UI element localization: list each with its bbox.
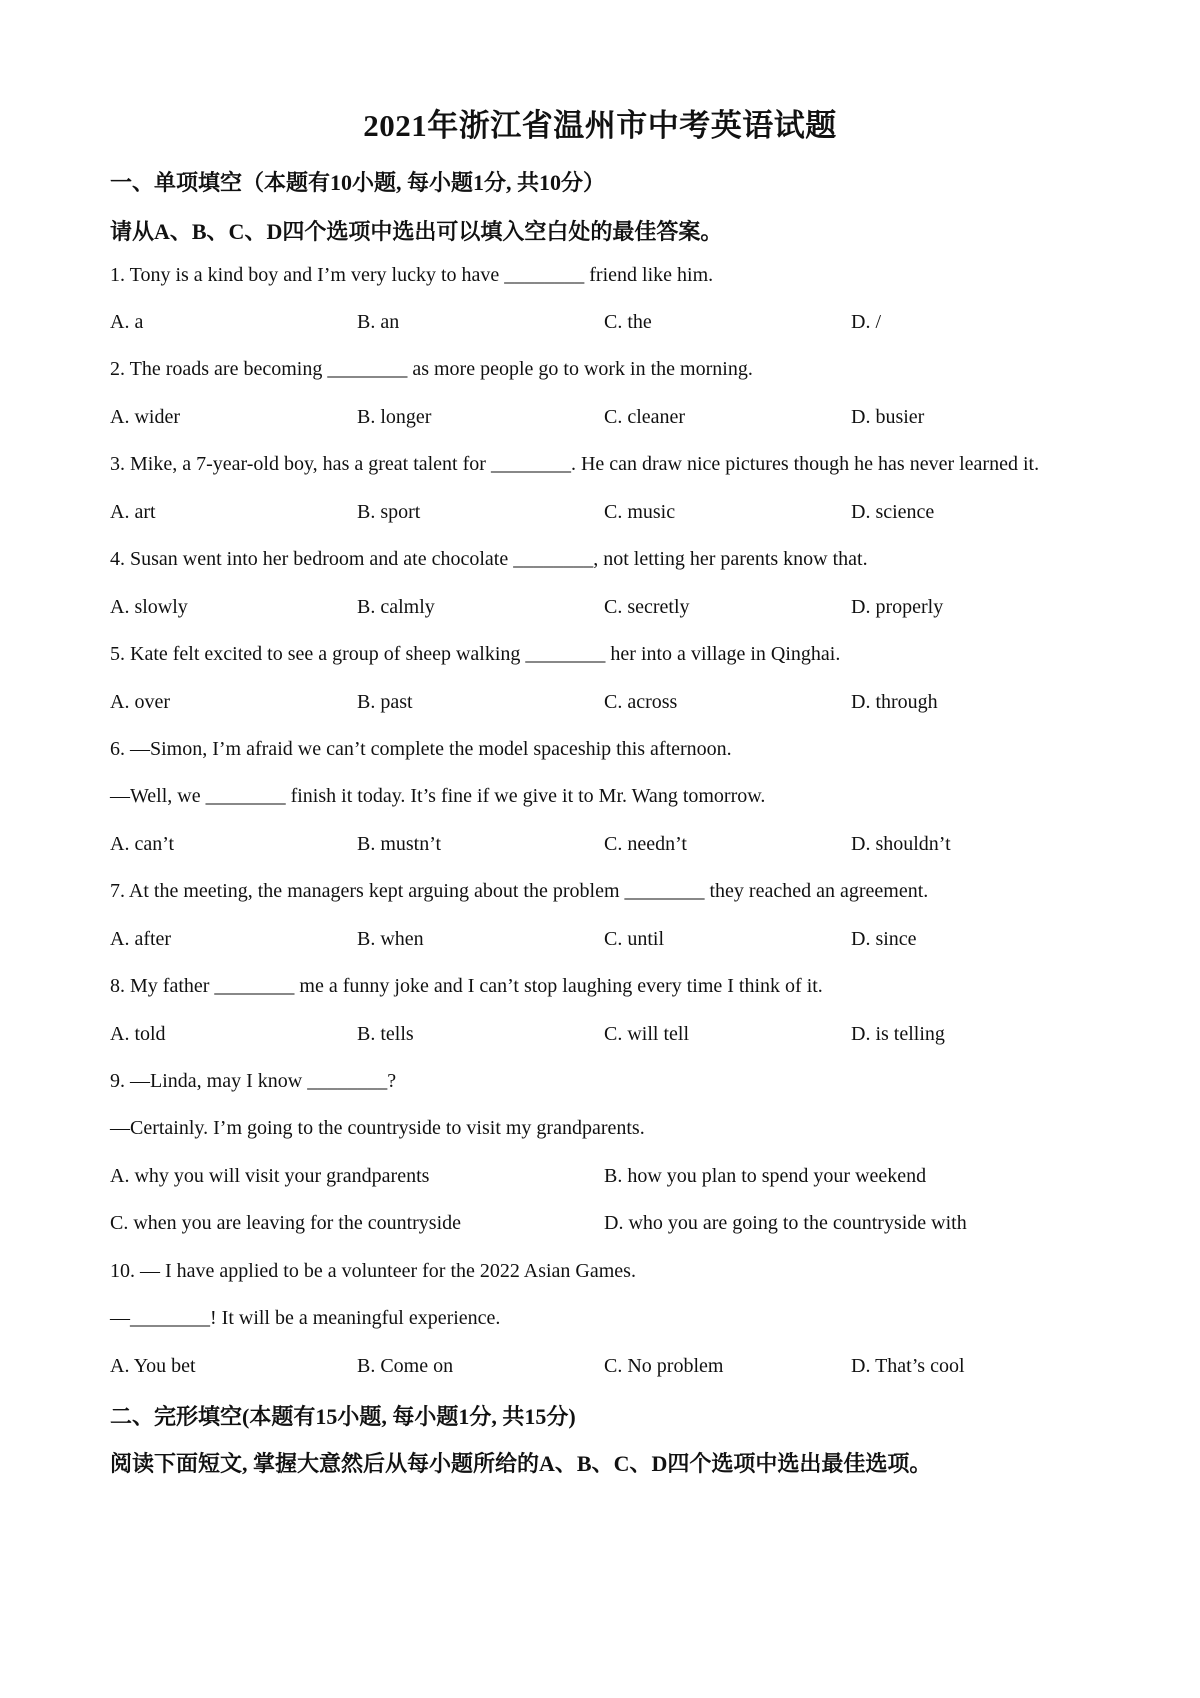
q6-option-c: C. needn’t [604, 833, 687, 855]
q4-option-c: C. secretly [604, 596, 690, 618]
question-5-text: 5. Kate felt excited to see a group of sheep walking ________ her into a village in Qinghai. [110, 643, 841, 665]
question-9-text: 9. —Linda, may I know ________? [110, 1070, 397, 1092]
section1-instruction: 请从A、B、C、D四个选项中选出可以填入空白处的最佳答案。 [110, 219, 723, 244]
q3-option-a: A. art [110, 501, 156, 523]
q7-option-c: C. until [604, 928, 665, 950]
question-3-text: 3. Mike, a 7-year-old boy, has a great talent for ________. He can draw nice pictures though he has never learned it. [110, 453, 1040, 475]
q1-option-c: C. the [604, 311, 652, 333]
q2-option-d: D. busier [851, 406, 925, 428]
q5-option-d: D. through [851, 691, 938, 713]
page-title: 2021年浙江省温州市中考英语试题 [363, 108, 837, 143]
question-8-text: 8. My father ________ me a funny joke and I can’t stop laughing every time I think of it. [110, 975, 823, 997]
q5-option-c: C. across [604, 691, 678, 713]
q6-option-a: A. can’t [110, 833, 175, 855]
q2-option-c: C. cleaner [604, 406, 686, 428]
q6-option-d: D. shouldn’t [851, 833, 951, 855]
q7-option-a: A. after [110, 928, 172, 950]
q9-option-b: B. how you plan to spend your weekend [604, 1165, 927, 1187]
q1-option-a: A. a [110, 311, 144, 333]
q8-option-c: C. will tell [604, 1023, 689, 1045]
q7-option-b: B. when [357, 928, 424, 950]
q10-option-b: B. Come on [357, 1355, 454, 1377]
question-6-text: 6. —Simon, I’m afraid we can’t complete the model spaceship this afternoon. [110, 738, 732, 760]
q3-option-c: C. music [604, 501, 676, 523]
section2-instruction: 阅读下面短文, 掌握大意然后从每小题所给的A、B、C、D四个选项中选出最佳选项。 [110, 1451, 932, 1476]
question-4-text: 4. Susan went into her bedroom and ate chocolate ________, not letting her parents know that. [110, 548, 868, 570]
q6-option-b: B. mustn’t [357, 833, 442, 855]
q1-option-b: B. an [357, 311, 400, 333]
q10-option-d: D. That’s cool [851, 1355, 965, 1377]
question-1-text: 1. Tony is a kind boy and I’m very lucky to have ________ friend like him. [110, 264, 714, 286]
q2-option-a: A. wider [110, 406, 180, 428]
q8-option-d: D. is telling [851, 1023, 945, 1045]
question-9-reply: —Certainly. I’m going to the countryside to visit my grandparents. [110, 1117, 645, 1139]
q9-option-a: A. why you will visit your grandparents [110, 1165, 430, 1187]
q5-option-a: A. over [110, 691, 170, 713]
q10-option-c: C. No problem [604, 1355, 724, 1377]
q10-option-a: A. You bet [110, 1355, 196, 1377]
q3-option-b: B. sport [357, 501, 421, 523]
q4-option-b: B. calmly [357, 596, 435, 618]
q7-option-d: D. since [851, 928, 917, 950]
section2-heading: 二、完形填空(本题有15小题, 每小题1分, 共15分) [110, 1404, 576, 1429]
q1-option-d: D. / [851, 311, 881, 333]
question-10-reply: —________! It will be a meaningful experience. [110, 1307, 501, 1329]
q9-option-c: C. when you are leaving for the countryside [110, 1212, 462, 1234]
q5-option-b: B. past [357, 691, 413, 713]
q8-option-b: B. tells [357, 1023, 414, 1045]
question-10-text: 10. — I have applied to be a volunteer for the 2022 Asian Games. [110, 1260, 636, 1282]
question-6-reply: —Well, we ________ finish it today. It’s fine if we give it to Mr. Wang tomorrow. [110, 785, 766, 807]
q2-option-b: B. longer [357, 406, 432, 428]
q4-option-a: A. slowly [110, 596, 188, 618]
q9-option-d: D. who you are going to the countryside with [604, 1212, 967, 1234]
question-2-text: 2. The roads are becoming ________ as more people go to work in the morning. [110, 358, 753, 380]
q3-option-d: D. science [851, 501, 935, 523]
section1-heading: 一、单项填空（本题有10小题, 每小题1分, 共10分） [110, 170, 606, 195]
question-7-text: 7. At the meeting, the managers kept arguing about the problem ________ they reached an agreement. [110, 880, 929, 902]
q8-option-a: A. told [110, 1023, 166, 1045]
q4-option-d: D. properly [851, 596, 944, 618]
